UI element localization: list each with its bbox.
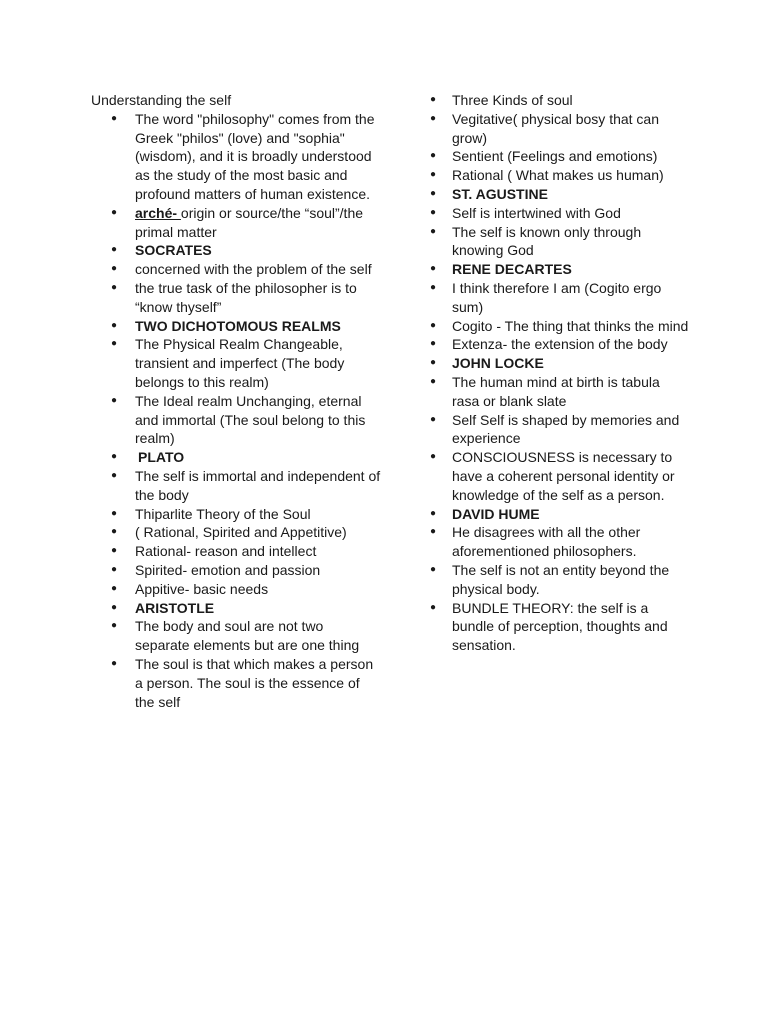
hume-item: ● The self is not an entity beyond the physical body. [427,561,689,599]
realm-item: ● The Ideal realm Unchanging, eternal and immortal (The soul belong to this realm) [91,392,381,448]
arche-definition [91,204,381,242]
socrates-section [91,241,381,448]
realm-item: ● The Physical Realm Changeable, transient and imperfect (The body belongs to this realm) [91,335,381,391]
hume-item: ● BUNDLE THEORY: the self is a bundle of perception, thoughts and sensation. [427,599,689,655]
soul-kinds-item: ● Rational ( What makes us human) [427,166,689,185]
left-column [91,91,381,711]
aristotle-item: ● The body and soul are not two separate elements but are one thing [91,617,381,655]
socrates-heading: ● SOCRATES [91,241,381,260]
augustine-item: ● The self is known only through knowing God [427,223,689,261]
plato-item: ● The self is immortal and independent of the body [91,467,381,505]
aristotle-item: ● The soul is that which makes a person a person. The soul is the essence of the self [91,655,381,711]
soul-kinds-item: ● Sentient (Feelings and emotions) [427,147,689,166]
aristotle-section [91,599,381,712]
plato-item: ● Spirited- emotion and passion [91,561,381,580]
descartes-heading: ● RENE DECARTES [427,260,689,279]
soul-kinds-item: ● Vegitative( physical bosy that can grow) [427,110,689,148]
philosophy-list [91,110,381,204]
locke-heading: ● JOHN LOCKE [427,354,689,373]
locke-item: ● The human mind at birth is tabula rasa or blank slate [427,373,689,411]
descartes-section [427,260,689,354]
plato-item: ● Thiparlite Theory of the Soul [91,505,381,524]
locke-item: ● Self Self is shaped by memories and experience [427,411,689,449]
plato-heading: ● PLATO [91,448,381,467]
descartes-item: ● Extenza- the extension of the body [427,335,689,354]
philosophy-definition: ● The word "philosophy" comes from the Greek "philos" (love) and "sophia" (wisdom), and it is broadly understood as the study of the most basic and profound matters of human existence. [91,110,381,204]
plato-section [91,448,381,598]
document-title: Understanding the self [91,92,232,108]
arche-list [91,204,381,242]
soul-kinds-section [427,91,689,185]
hume-heading: ● DAVID HUME [427,505,689,524]
augustine-heading: ● ST. AGUSTINE [427,185,689,204]
arche-text: origin or source/the “soul”/the primal matter [135,204,364,240]
socrates-item: ● the true task of the philosopher is to “know thyself” [91,279,381,317]
right-column [427,91,689,655]
locke-section [427,354,689,504]
plato-item: ● ( Rational, Spirited and Appetitive) [91,523,381,542]
realms-heading: ● TWO DICHOTOMOUS REALMS [91,317,381,336]
soul-kinds-item: ● Three Kinds of soul [427,91,689,110]
plato-item: ● Rational- reason and intellect [91,542,381,561]
descartes-item: ● I think therefore I am (Cogito ergo sum) [427,279,689,317]
locke-item: ● CONSCIOUSNESS is necessary to have a coherent personal identity or knowledge of the self as a person. [427,448,689,504]
augustine-item: ● Self is intertwined with God [427,204,689,223]
descartes-item: ● Cogito - The thing that thinks the mind [427,317,689,336]
socrates-item: ● concerned with the problem of the self [91,260,381,279]
hume-item: ● He disagrees with all the other aforementioned philosophers. [427,523,689,561]
arche-term: arché- [135,204,181,221]
augustine-section [427,185,689,260]
aristotle-heading: ● ARISTOTLE [91,599,381,618]
plato-item: ● Appitive- basic needs [91,580,381,599]
hume-section [427,505,689,655]
